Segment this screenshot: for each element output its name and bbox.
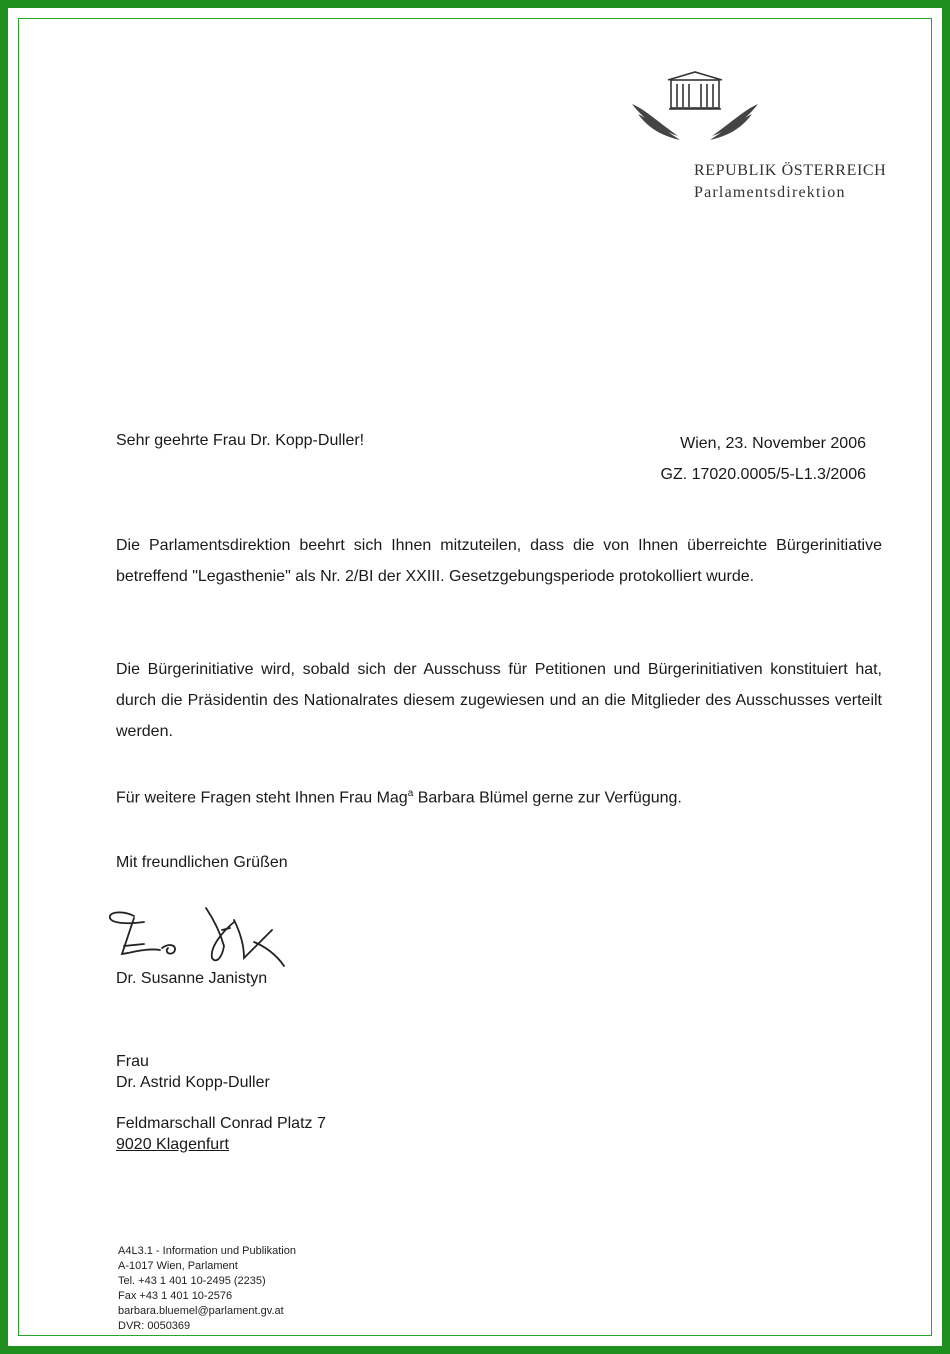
- footer-contact: [118, 1244, 296, 1334]
- recipient-line-1: Frau: [116, 1053, 149, 1070]
- org-line-2: Parlamentsdirektion: [694, 184, 846, 201]
- body-paragraph-3: [116, 778, 882, 813]
- paragraph-3-end: Barbara Blümel gerne zur Verfügung.: [413, 789, 682, 807]
- footer-line-2: A-1017 Wien, Parlament: [118, 1260, 238, 1272]
- paragraph-3-start: Für weitere Fragen steht Ihnen Frau Mag: [116, 789, 408, 807]
- date-block: [661, 428, 867, 490]
- handwritten-signature: [104, 902, 304, 972]
- recipient-city: 9020 Klagenfurt: [116, 1136, 229, 1153]
- footer-line-1: A4L3.1 - Information und Publikation: [118, 1245, 296, 1257]
- body-paragraph-1: Die Parlamentsdirektion beehrt sich Ihnen mitzuteilen, dass die von Ihnen überreichte Bürgerinitiative betreffend "Legasthenie" als Nr. 2/BI der XXIII. Gesetzgebungsperiode protokolliert wurde.: [116, 537, 882, 585]
- recipient-address: [116, 1051, 326, 1155]
- footer-line-5: barbara.bluemel@parlament.gv.at: [118, 1305, 284, 1317]
- footer-line-4: Fax +43 1 401 10-2576: [118, 1290, 233, 1302]
- letter-date: Wien, 23. November 2006: [680, 435, 866, 452]
- superscript-a: a: [407, 788, 414, 799]
- closing: Mit freundlichen Grüßen: [116, 854, 288, 871]
- org-line-1: REPUBLIK ÖSTERREICH: [694, 162, 887, 179]
- body-paragraph-2: Die Bürgerinitiative wird, sobald sich der Ausschuss für Petitionen und Bürgerinitiativen konstituiert hat, durch die Präsidentin des Nationalrates diesem zugewiesen und an die Mitglieder des Ausschusses verteilt werden.: [116, 661, 882, 740]
- salutation: Sehr geehrte Frau Dr. Kopp-Duller!: [116, 432, 365, 449]
- signer-name: Dr. Susanne Janistyn: [116, 970, 268, 987]
- reference-number: GZ. 17020.0005/5-L1.3/2006: [660, 466, 866, 483]
- organization-name: [694, 160, 886, 204]
- footer-line-6: DVR: 0050369: [118, 1320, 191, 1332]
- footer-line-3: Tel. +43 1 401 10-2495 (2235): [118, 1275, 266, 1287]
- recipient-line-2: Dr. Astrid Kopp-Duller: [116, 1074, 270, 1091]
- recipient-street: Feldmarschall Conrad Platz 7: [116, 1115, 326, 1132]
- parliament-logo-icon: [630, 70, 760, 146]
